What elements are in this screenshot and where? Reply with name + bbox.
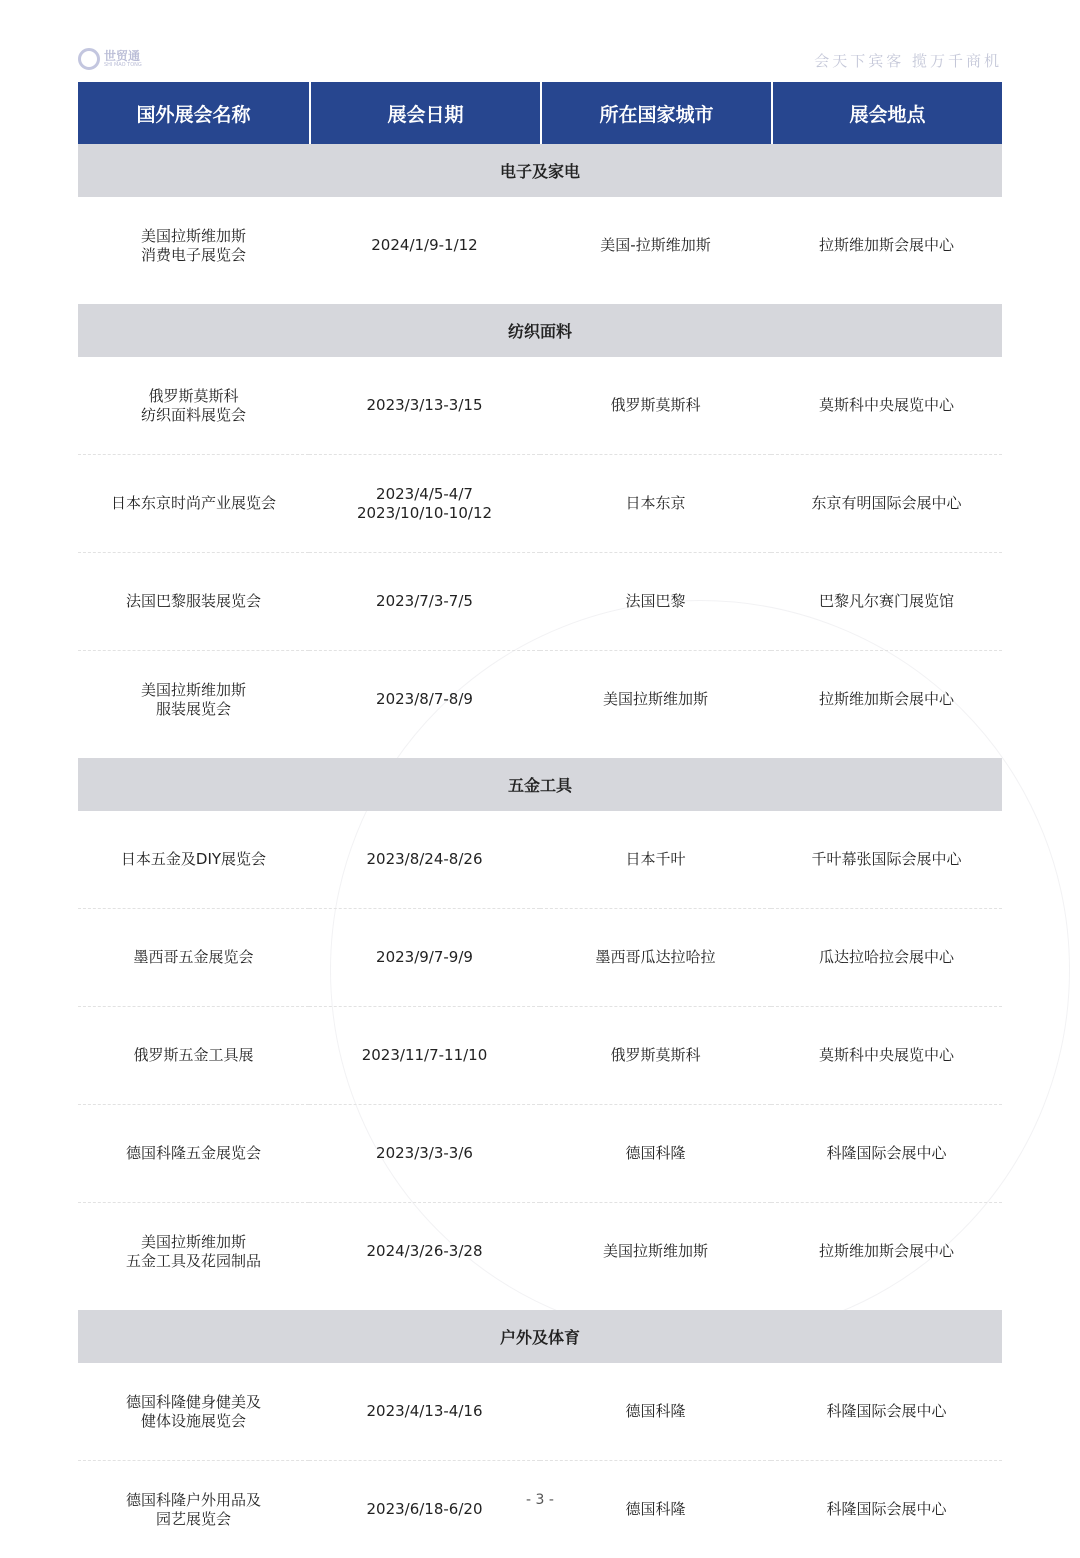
table-cell: 莫斯科中央展览中心 — [771, 357, 1002, 455]
table-cell: 墨西哥五金展览会 — [78, 909, 309, 1007]
table-cell: 墨西哥瓜达拉哈拉 — [540, 909, 771, 1007]
table-cell: 德国科隆健身健美及 健体设施展览会 — [78, 1363, 309, 1461]
category-row — [78, 304, 1002, 357]
category-row — [78, 758, 1002, 811]
table-cell: 2023/8/7-8/9 — [376, 690, 473, 708]
column-header: 所在国家城市 — [540, 82, 771, 144]
page-number: - 3 - — [526, 1492, 554, 1508]
table-cell: 2023/4/13-4/16 — [309, 1363, 540, 1461]
table-cell: 德国科隆 — [540, 1105, 771, 1203]
table-cell: 2023/8/24-8/26 — [309, 811, 540, 909]
table-cell: 德国科隆 — [625, 1500, 686, 1518]
table-cell: 2023/3/3-3/6 — [309, 1105, 540, 1203]
table-cell: 2024/1/9-1/12 — [371, 236, 478, 254]
table-cell: 莫斯科中央展览中心 — [771, 1007, 1002, 1105]
table-cell: 2023/6/18-6/20 — [366, 1500, 483, 1518]
table-cell: 科隆国际会展中心 — [771, 1363, 1002, 1461]
table-row — [78, 651, 1002, 748]
table-cell: 美国拉斯维加斯 五金工具及花园制品 — [125, 1232, 261, 1270]
table-cell: 科隆国际会展中心 — [771, 1105, 1002, 1203]
table-row — [78, 1203, 1002, 1300]
slogan: 会天下宾客 揽万千商机 — [814, 52, 1002, 70]
table-cell: 千叶幕张国际会展中心 — [771, 811, 1002, 909]
table-row — [78, 197, 1002, 294]
logo-subtext: SHI MAO TONG — [104, 62, 142, 68]
table-row — [78, 1461, 1002, 1558]
table-cell: 2024/3/26-3/28 — [366, 1242, 483, 1260]
category-row — [78, 144, 1002, 197]
table-cell: 俄罗斯莫斯科 纺织面料展览会 — [78, 357, 309, 455]
table-cell: 法国巴黎 — [540, 553, 771, 651]
column-header: 展会日期 — [309, 82, 540, 144]
logo — [78, 48, 142, 70]
table-cell: 拉斯维加斯会展中心 — [818, 1242, 954, 1260]
table-cell: 美国拉斯维加斯 — [602, 1242, 708, 1260]
table-cell: 瓜达拉哈拉会展中心 — [771, 909, 1002, 1007]
table-cell: 日本东京时尚产业展览会 — [78, 455, 309, 553]
column-header: 国外展会名称 — [78, 82, 309, 144]
logo-icon — [78, 48, 100, 70]
exhibition-table — [78, 82, 1002, 1558]
table-cell: 东京有明国际会展中心 — [771, 455, 1002, 553]
table-cell: 2023/11/7-11/10 — [309, 1007, 540, 1105]
table-row — [78, 1363, 1002, 1461]
category-label: 五金工具 — [78, 758, 1002, 811]
table-cell: 德国科隆五金展览会 — [78, 1105, 309, 1203]
table-cell: 2023/7/3-7/5 — [309, 553, 540, 651]
table-cell: 科隆国际会展中心 — [826, 1500, 947, 1518]
table-cell: 拉斯维加斯会展中心 — [818, 690, 954, 708]
table-row — [78, 1105, 1002, 1203]
table-row — [78, 553, 1002, 651]
table-row — [78, 357, 1002, 455]
table-cell: 2023/3/13-3/15 — [309, 357, 540, 455]
table-row — [78, 811, 1002, 909]
table-cell: 俄罗斯莫斯科 — [540, 1007, 771, 1105]
table-cell: 法国巴黎服装展览会 — [78, 553, 309, 651]
table-cell: 2023/9/7-9/9 — [309, 909, 540, 1007]
category-label: 纺织面料 — [78, 304, 1002, 357]
table-cell: 巴黎凡尔赛门展览馆 — [771, 553, 1002, 651]
table-cell: 拉斯维加斯会展中心 — [818, 236, 954, 254]
table-cell: 德国科隆户外用品及 园艺展览会 — [125, 1490, 261, 1528]
table-row — [78, 455, 1002, 553]
table-cell: 美国拉斯维加斯 消费电子展览会 — [140, 226, 246, 264]
category-row — [78, 1310, 1002, 1363]
table-cell: 俄罗斯莫斯科 — [540, 357, 771, 455]
category-label: 电子及家电 — [78, 144, 1002, 197]
column-header: 展会地点 — [771, 82, 1002, 144]
table-cell: 俄罗斯五金工具展 — [78, 1007, 309, 1105]
table-row — [78, 909, 1002, 1007]
table-cell: 日本千叶 — [540, 811, 771, 909]
table-cell: 美国拉斯维加斯 — [602, 690, 708, 708]
category-label: 户外及体育 — [78, 1310, 1002, 1363]
table-cell: 德国科隆 — [540, 1363, 771, 1461]
table-cell: 美国拉斯维加斯 服装展览会 — [140, 680, 246, 718]
table-cell: 2023/4/5-4/7 2023/10/10-10/12 — [309, 455, 540, 553]
table-cell: 美国-拉斯维加斯 — [600, 236, 711, 254]
table-cell: 日本东京 — [540, 455, 771, 553]
logo-text: 世贸通 — [104, 49, 141, 63]
table-cell: 日本五金及DIY展览会 — [78, 811, 309, 909]
table-row — [78, 1007, 1002, 1105]
